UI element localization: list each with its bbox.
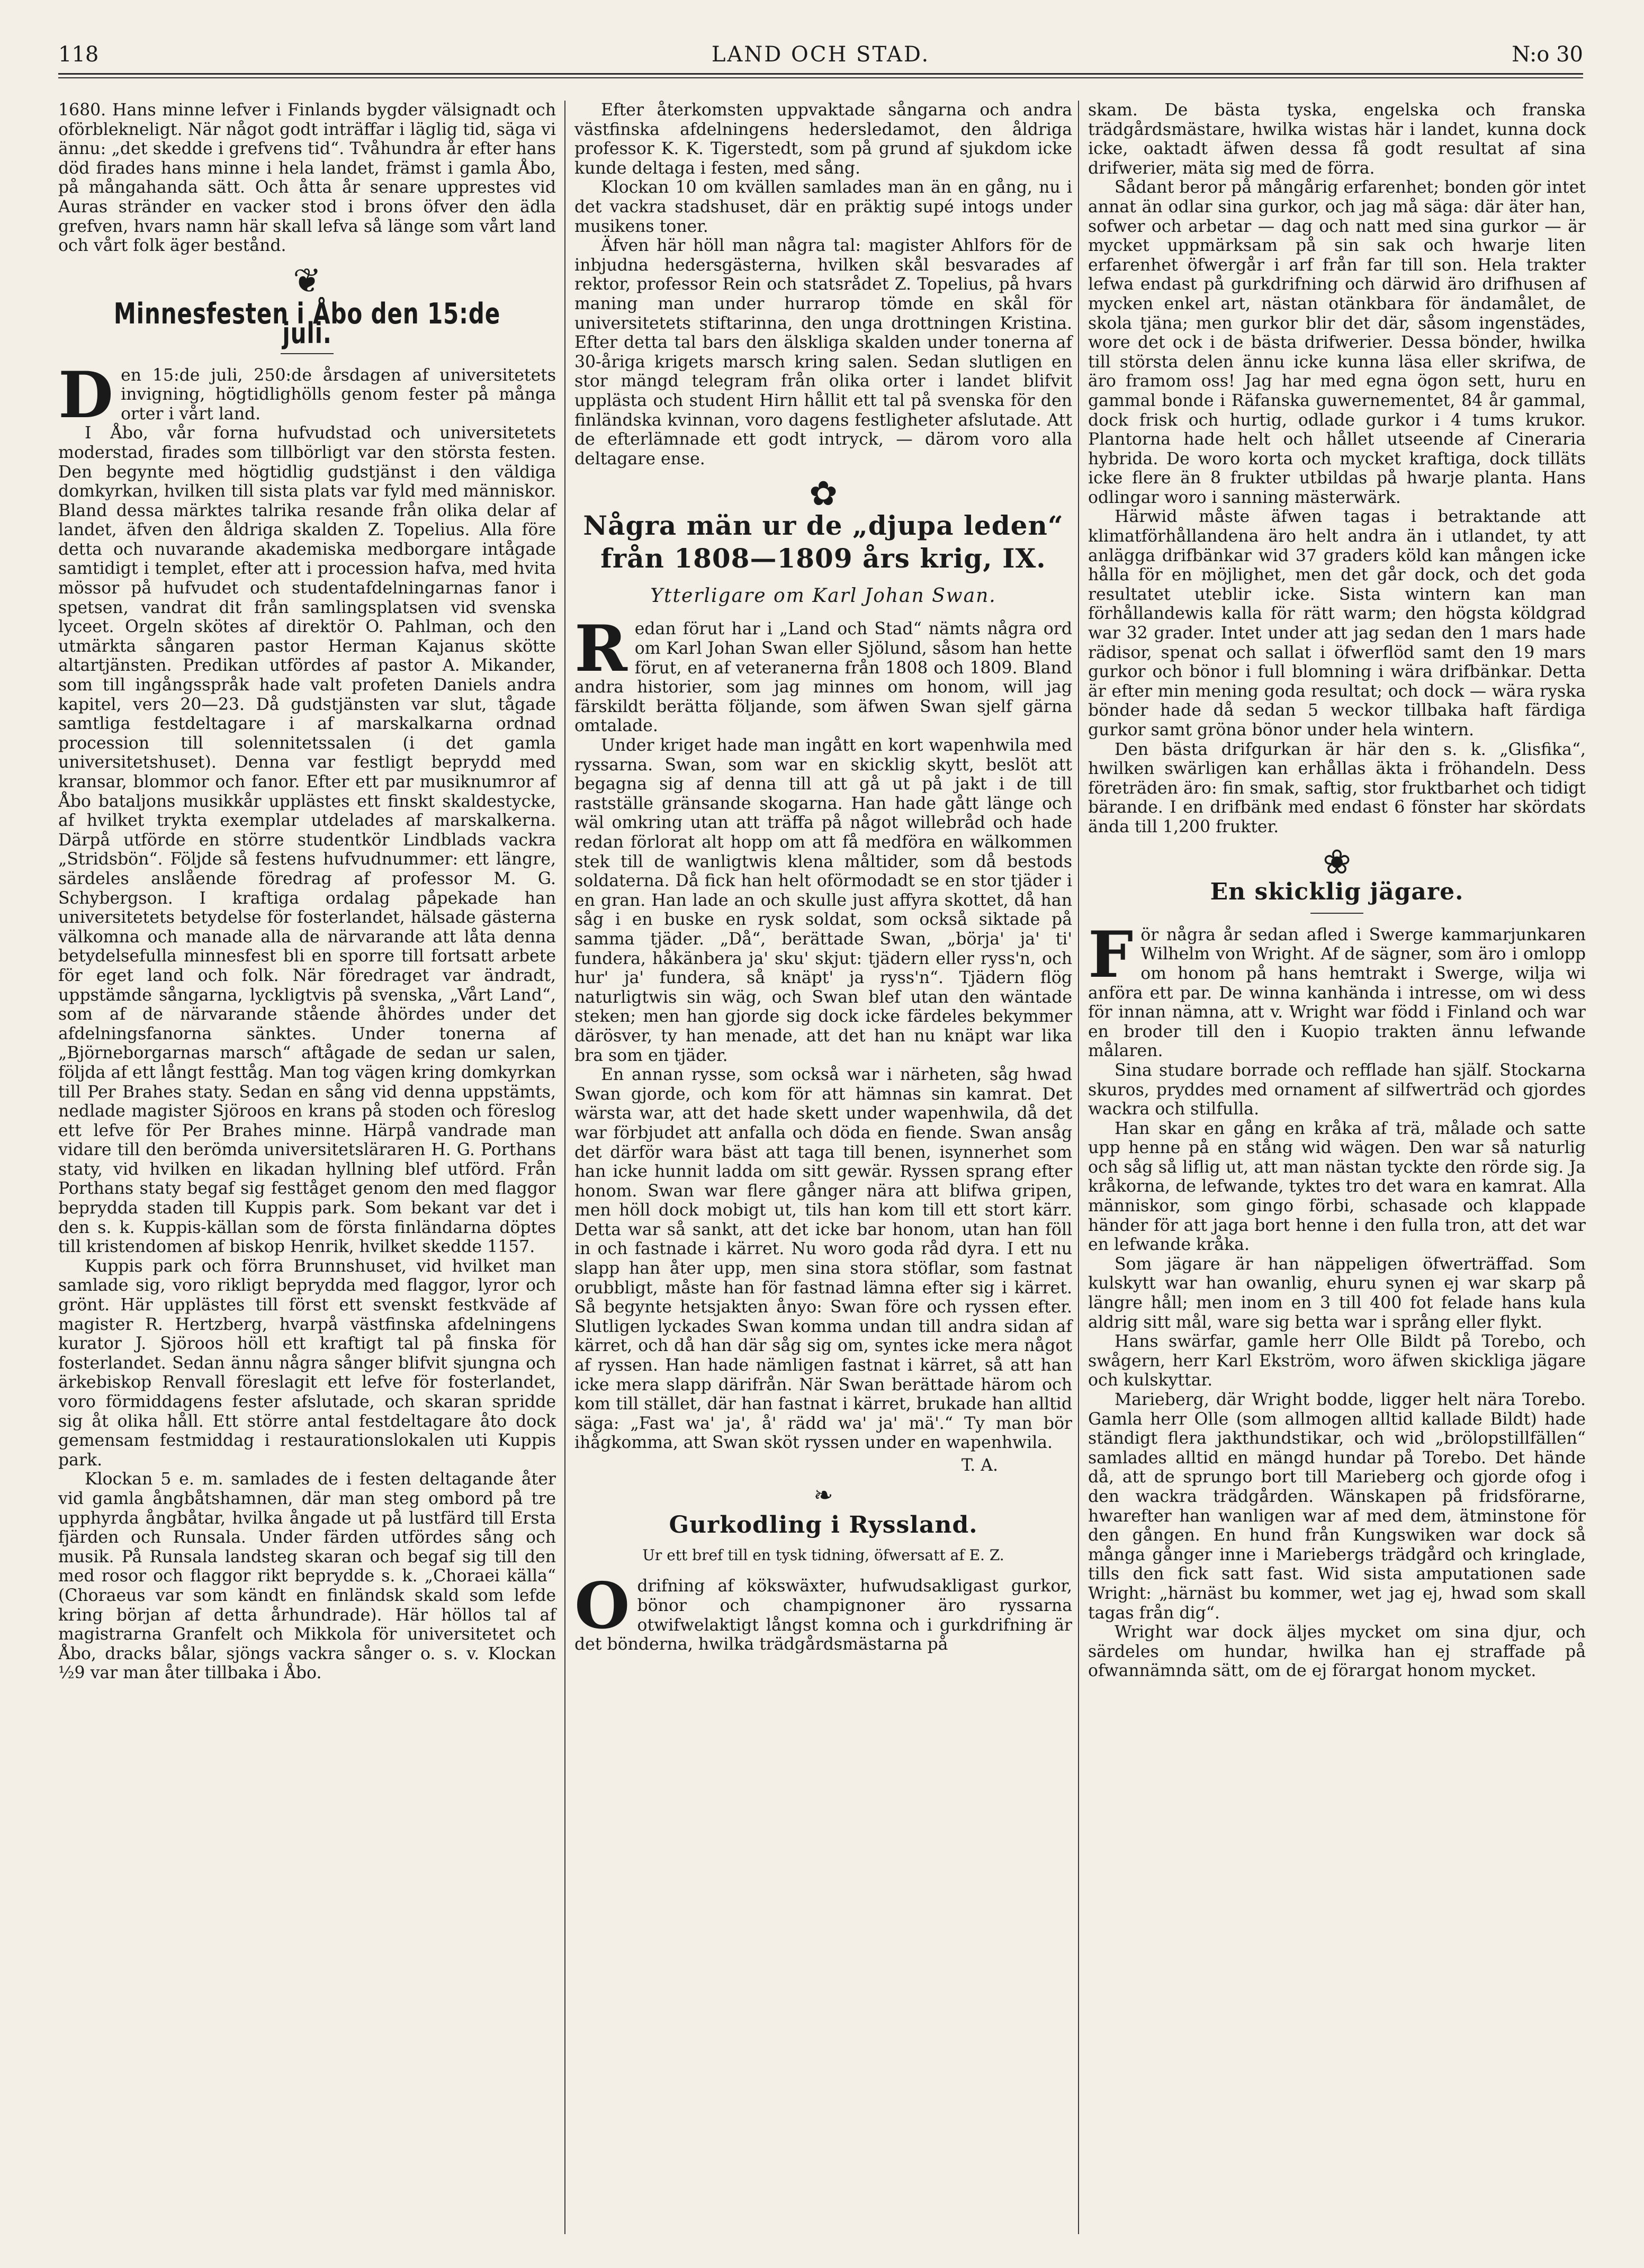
flower-ornament: ✿ bbox=[809, 474, 838, 514]
article-title: En skicklig jägare. bbox=[1210, 878, 1464, 906]
drop-cap: O bbox=[574, 1569, 630, 1644]
article-paragraph: Hans swärfar, gamle herr Olle Bildt på Torebo, och swågern, herr Karl Ekström, woro äfwen skickliga jägare och kulskyttar. bbox=[1088, 1332, 1586, 1390]
article-continuation: 1680. Hans minne lefver i Finlands bygder välsignadt och oförblekneligt. När något godt inträffar i läglig tid, säga vi ännu: „det skedde i grefvens tid“. Tvåhundra år efter hans död firades hans minne i hela landet, främst i gamla Åbo, på mångahanda sätt. Och åtta år senare upprestes vid Auras stränder en vacker stod i brons öfver den ädla grefven, hvars namn här skall lefva så länge som vårt land och vårt folk äger bestånd. bbox=[58, 101, 556, 256]
drop-cap: D bbox=[58, 357, 114, 433]
article-paragraph: Härwid måste äfwen tagas i betraktande att klimatförhållandena äro helt andra än i utlandet, ty att anlägga drifbänkar wid 37 graders köld kan mången icke hålla för en möjlighet, men det går dock, och det goda resultatet uteblir icke. Sista wintern kan man förhållandewis kalla för rätt warm; den högsta köldgrad war 32 grader. Intet under att jag sedan den 1 mars hade rädisor, spenat och sallat i öfwerflöd samt den 19 mars gurkor och bönor i full blomning i wära drifbänkar. Detta är efter min mening goda resultat; och dock — wära ryska bönder hade då sedan 5 weckor tillbaka haft färdiga gurkor samt gröna bönor under hela wintern. bbox=[1088, 507, 1586, 740]
column-2 bbox=[574, 101, 1072, 1654]
column-divider-2 bbox=[1078, 101, 1079, 2234]
article-paragraph: Odrifning af kökswäxter, hufwudsakligast gurkor, bönor och champignoner äro ryssarna otwifwelaktigt långst komna och i gurkdrifning är det bönderna, hwilka trädgårdsmästarna på bbox=[574, 1569, 1072, 1654]
article-paragraph: Den 15:de juli, 250:de årsdagen af universitetets invigning, högtidlighölls genom fester på många orter i vårt land. bbox=[58, 357, 556, 433]
article-paragraph: Sådant beror på mångårig erfarenhet; bonden gör intet annat än odlar sina gurkor, och jag må säga: där äter han, sofwer och arbetar — dag och natt med sina gurkor — är mycket uppmärksam på sin sak och hwarje liten erfarenhet öfwergår i arf från far till son. Hela trakter lefwa endast på gurkdrifning och därwid äro drifhusen af mycken enkel art, nästan otänkbara för ändamålet, de skola tjäna; men gurkor blir det där, såsom ingenstädes, wore det ock i de bästa drifwerier. Dessa bönder, hwilka till största delen ännu icke kunna läsa eller skrifwa, de äro framom oss! Jag har med egna ögon sett, huru en gammal bonde i Räfanska guwernementet, 84 år gammal, dock frisk och hurtig, odlade gurkor i 4 tums krukor. Plantorna hade helt och hållet utseende af Cineraria hybrida. De woro korta och mycket kraftiga, dock tilläts icke flere än 8 frukter utbildas på hwarje planta. Hans odlingar woro i sanning mästerwärk. bbox=[1088, 178, 1586, 507]
article-subtitle: Ytterligare om Karl Johan Swan. bbox=[650, 584, 996, 607]
article-paragraph: Den bästa drifgurkan är här den s. k. „Glisfika“, hwilken swärligen kan erhållas äkta i fröhandeln. Dess företräden äro: fin smak, saftig, stor fruktbarhet och tidigt bärande. I en drifbänk med endast 6 fönster har skördats ända till 1,200 frukter. bbox=[1088, 740, 1586, 836]
article-paragraph: För några år sedan afled i Swerge kammarjunkaren Wilhelm von Wright. Af de sägner, som äro i omlopp om honom på hans hemtrakt i Swerge, wilja wi anföra ett par. De winna kanhända i intresse, om wi dess för innan nämna, att v. Wright war född i Finland och war en broder till den i Kuopio trakten ännu lefwande målaren. bbox=[1088, 917, 1586, 1061]
article-paragraph: Som jägare är han näppeligen öfwerträffad. Som kulskytt war han owanlig, ehuru synen ej war skarp på längre håll; men inom en 3 till 400 fot felade hans kula aldrig sitt mål, ware sig betta war i språng eller flykt. bbox=[1088, 1254, 1586, 1332]
article-title: Gurkodling i Ryssland. bbox=[669, 1511, 978, 1539]
page-header bbox=[58, 42, 1583, 74]
article-paragraph: Klockan 10 om kvällen samlades man än en gång, nu i det vackra stadshuset, där en präktig supé intogs under musikens toner. bbox=[574, 178, 1072, 236]
article-paragraph: Klockan 5 e. m. samlades de i festen deltagande åter vid gamla ångbåtshamnen, där man steg ombord på tre upphyrda ångbåtar, hvilka ångade ut på lustfärd till Ersta fjärden och Runsala. Under färden utfördes sång och musik. På Runsala landsteg skaran och begaf sig till den med rosor och flaggor rikt beprydde s. k. „Choraei källa“ (Choraeus var som kändt en finländsk skald som lefde kring början af detta århundrade). Här höllos tal af magistrarna Granfelt och Mikkola för universitetet och Åbo, dracks bålar, sjöngs vackra sånger o. s. v. Klockan ½9 var man åter tillbaka i Åbo. bbox=[58, 1470, 556, 1683]
fleuron-ornament: ❦ bbox=[293, 261, 321, 301]
vine-ornament: ❧ bbox=[813, 1481, 833, 1509]
column-3 bbox=[1088, 101, 1586, 1681]
column-divider-1 bbox=[564, 101, 565, 2234]
flower-ornament: ❀ bbox=[1323, 842, 1351, 882]
signature: T. A. bbox=[961, 1456, 998, 1475]
drop-cap: R bbox=[574, 611, 627, 687]
article-paragraph: Han skar en gång en kråka af trä, målade och satte upp henne på en stång wid wägen. Den war så naturlig och såg så liflig ut, att man nästan tyckte den rörde sig. Ja kråkorna, de lefwande, tyktes tro det wara en kamrat. Alla människor, som gingo förbi, schasade och klappade händer för att jaga bort henne i den fulla tron, att det war en lefwande kråka. bbox=[1088, 1119, 1586, 1255]
issue-number: N:o 30 bbox=[1512, 42, 1583, 67]
article-paragraph: Äfven här höll man några tal: magister Ahlfors för de inbjudna hedersgästerna, hvilken skål besvarades af rektor, professor Rein och statsrådet Z. Topelius, på hvars maning man under hurrarop tömde en skål för universitetets stiftarinna, den unga drottningen Kristina. Efter detta tal bars den älskliga skalden under tonerna af 30-åriga krigets marsch kring salen. Sedan slutligen en stor mängd telegram från olika orter i landet blifvit upplästa och student Hirn hållit ett tal på svenska för den finländska kvinnan, voro dagens festligheter afslutade. Att de efterlämnade ett godt intryck, — därom voro alla deltagare ense. bbox=[574, 236, 1072, 469]
column-1 bbox=[58, 101, 556, 1683]
article-paragraph: I Åbo, vår forna hufvudstad och universitetets moderstad, firades som tillbörligt var den största festen. Den begynte med högtidlig gudstjänst i den väldiga domkyrkan, hvilken till sista plats var fyld med människor. Bland dessa märktes talrika resande från olika delar af landet, äfven den åldriga skalden Z. Topelius. Alla före detta och nuvarande akademiska medborgare intågade samtidigt i templet, efter att i procession hafva, med hvita mössor på hufvudet och studentafdelningarnas fanor i spetsen, vandrat dit från samlingsplatsen vid svenska lyceet. Orgeln skötes af direktör O. Pahlman, och den utmärkta sångaren pastor Herman Kajanus skötte altartjänsten. Predikan utfördes af pastor A. Mikander, som till ingångsspråk hade valt profeten Daniels andra kapitel, vers 20—23. Då gudstjänsten var slut, tågade samtliga festdeltagare i af marskalkarna ordnad procession till solennitetssalen (i det gamla universitetshuset). Denna var festligt beprydd med kransar, blommor och fanor. Efter ett par musiknumror af Åbo bataljons musikkår upplästes ett finskt skaldestycke, af hvilket trykta exemplar utdelades af marskalkerna. Därpå utförde en större studentkör Lindblads vackra „Stridsbön“. Följde så festens hufvudnummer: ett längre, särdeles anslående föredrag af professor M. G. Schybergson. I kraftiga ordalag påpekade han universitetets betydelse för fosterlandet, hälsade gästerna välkomna och manade alla de närvarande att låta denna betydelsefulla minnesfest bli en sporre till fortsatt arbete för eget land och folk. När föredraget var ändradt, uppstämde sångarna, lyckligtvis på svenska, „Vårt Land“, som af de närvarande stående åhördes under det afdelningsfanorna sänktes. Under tonerna af „Björneborgarnas marsch“ aftågade de sedan ur salen, följda af ett långt festtåg. Man tog vägen kring domkyrkan till Per Brahes staty. Sedan en sång vid denna uppstämts, nedlade magister Sjöroos en krans på stoden och föreslog ett lefve för Per Brahes minne. Härpå vandrade man vidare till den berömda universitetsläraren H. G. Porthans staty, vid hvilken en likadan hyllning blef utförd. Från Porthans staty begaf sig festtåget genom den med flaggor beprydda staden till Kuppis park. Som bekant var det i den s. k. Kuppis-källan som de första finländarna döptes till kristendomen af biskop Henrik, hvilket skedde 1157. bbox=[58, 424, 556, 1257]
title-rule bbox=[281, 353, 334, 354]
header-rule bbox=[58, 73, 1583, 75]
publication-title: LAND OCH STAD. bbox=[711, 42, 930, 67]
title-rule bbox=[1310, 913, 1363, 914]
article-note: Ur ett bref till en tysk tidning, öfwersatt af E. Z. bbox=[642, 1546, 1004, 1564]
article-paragraph: Marieberg, där Wright bodde, ligger helt nära Torebo. Gamla herr Olle (som allmogen alltid kallade Bildt) hade ständigt flera jakthundstikar, och wid „brölopstillfällen“ samlades alltid en mängd hundar på Torebo. Det hände då, att de sprungo bort till Marieberg och gjorde ofog i den wackra trädgården. Wänskapen på fridsförarne, hwarefter han wanligen war af med dem, ätminstone för den gången. En hund från Kungswiken war dock så många gånger inne i Mariebergs trädgård och kringlade, tills den fick satt fast. Wid sista amputationen sade Wright: „härnäst bu kommer, wet jag ej, hwad som skall tagas från dig“. bbox=[1088, 1390, 1586, 1623]
article-paragraph: Kuppis park och förra Brunnshuset, vid hvilket man samlade sig, voro rikligt beprydda med flaggor, lyror och grönt. Här upplästes till först ett svenskt festkväde af magister R. Hertzberg, hvarpå västfinska afdelningens kurator J. Sjöroos höll ett kraftigt tal på finska för fosterlandet. Sedan ännu några sånger blifvit sjungna och ärkebiskop Renvall föreslagit ett lefve för fosterlandet, voro förmiddagens fester afslutade, och skaran spridde sig åt olika håll. Ett större antal festdeltagare åto dock gemensam festmiddag i restaurationslokalen uti Kuppis park. bbox=[58, 1256, 556, 1470]
drop-cap: F bbox=[1088, 917, 1134, 992]
article-title: Minnesfesten i Åbo den 15:de juli. bbox=[113, 297, 501, 350]
header-rule-thin bbox=[58, 77, 1583, 78]
article-paragraph: skam. De bästa tyska, engelska och franska trädgårdsmästare, hwilka wistas här i landet, kunna dock icke, oaktadt äfwen dessa få godt resultat af sina drifwerier, mäta sig med de förra. bbox=[1088, 101, 1586, 178]
article-paragraph: Redan förut har i „Land och Stad“ nämts några ord om Karl Johan Swan eller Sjölund, såsom han hette förut, en af veteranerna från 1808 och 1809. Bland andra historier, som jag minnes om honom, will jag färskildt berätta följande, som äfwen Swan sjelf gärna omtalade. bbox=[574, 611, 1072, 736]
article-title: Några män ur de „djupa leden“ från 1808—1809 års krig, IX. bbox=[583, 509, 1064, 574]
article-paragraph: Efter återkomsten uppvaktade sångarna och andra västfinska afdelningens hedersledamot, den åldriga professor K. K. Tigerstedt, som på grund af sjukdom icke kunde deltaga i festen, med sång. bbox=[574, 101, 1072, 178]
article-paragraph: En annan rysse, som också war i närheten, såg hwad Swan gjorde, och kom för att hämnas sin kamrat. Det wärsta war, att det hade skett under wapenhwila, då det war förbjudet att anfalla och döda en fiende. Swan ansåg det därför wara bäst att taga till benen, isynnerhet som han icke hunnit ladda om sitt gewär. Ryssen sprang efter honom. Swan war flere gånger nära att blifwa gripen, men höll dock mobigt ut, tils han kom till ett stort kärr. Detta war så sankt, att det icke bar honom, utan han föll in och fastnade i kärret. Nu woro goda råd dyra. I ett nu slapp han åter upp, men sina stora stöflar, som fastnat orubbligt, måste han för fastnad lämna efter sig i kärret. Så begynte hetsjakten ånyo: Swan före och ryssen efter. Slutligen lyckades Swan komma undan till andra sidan af kärret, och då han där såg sig om, syntes icke mera något af ryssen. Han hade nämligen fastnat i kärret, så att han icke mera slapp därifrån. När Swan berättade härom och kom till stället, där han fastnat i kärret, brukade han alltid säga: „Fast wa' ja', å' rädd wa' ja' mä'.“ Ty man bör ihågkomma, att Swan sköt ryssen under en wapenhwila. bbox=[574, 1065, 1072, 1453]
article-paragraph: Under kriget hade man ingått en kort wapenhwila med ryssarna. Swan, som war en skicklig skytt, beslöt att begagna sig af denna till att gå ut på jakt i de till rastställe gränsande skogarna. Han hade gått länge och wäl omkring utan att träffa på något willebråd och hade redan förlorat alt hopp om att få medföra en wälkommen stek till de wanligtwis klena måltider, som då bestods soldaterna. Då fick han helt oförmodadt se en stor tjäder i en gran. Han lade an och skulle just affyra skottet, då han såg i en buske en rysk soldat, som också siktade på samma tjäder. „Då“, berättade Swan, „börja' ja' ti' fundera, håkänbera ja' sku' skjut: tjädern eller ryss'n, och hur' ja' fundera, så knäpt' ja ryss'n“. Tjädern flög naturligtwis sin wäg, och Swan blef utan den wäntade steken; men han gjorde sig dock icke färdeles bekymmer därösver, ty han menade, att det han nu knäpt war lika bra som en tjäder. bbox=[574, 736, 1072, 1065]
article-paragraph: Sina studare borrade och refflade han själf. Stockarna skuros, pryddes med ornament af silfwerträd och gjordes wackra och stilfulla. bbox=[1088, 1060, 1586, 1119]
article-paragraph: Wright war dock äljes mycket om sina djur, och särdeles om hundar, hwilka han ej straffade på ofwannämnda sätt, om de ej förargat honom mycket. bbox=[1088, 1623, 1586, 1681]
page-number: 118 bbox=[58, 42, 99, 67]
